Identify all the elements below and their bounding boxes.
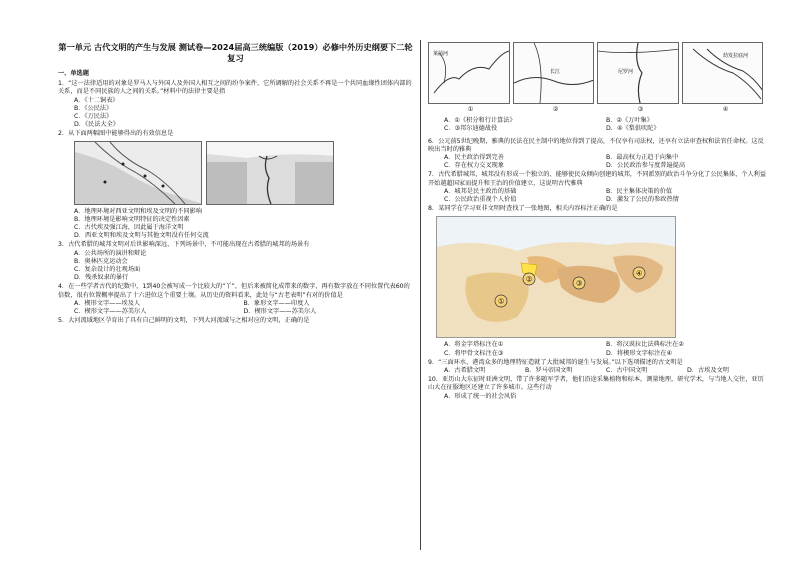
exam-title: 第一单元 古代文明的产生与发展 测试卷—2024届高三统编版（2019）必修中外历史纲要下二轮复习 — [58, 42, 413, 63]
option-c[interactable]: C．古中国文明 — [606, 367, 648, 375]
question-6 — [428, 138, 768, 171]
option-c[interactable]: C．将甲骨文标注在③ — [444, 349, 504, 357]
option-a[interactable]: A．①《积分和行计算法》 — [444, 117, 516, 125]
option-c[interactable]: C．③邦尔迪德战役 — [444, 125, 498, 133]
option-d[interactable]: D．《民法大全》 — [74, 121, 119, 129]
question-9 — [428, 359, 768, 375]
map-number: ② — [552, 106, 559, 113]
question-10 — [428, 376, 768, 401]
option-a[interactable]: A．楔形文字——埃及人 — [74, 299, 141, 307]
option-a[interactable]: A．《十二铜表》 — [74, 96, 119, 104]
map-number-row — [428, 106, 768, 114]
options-row — [74, 300, 413, 308]
map-marker: ② — [526, 275, 533, 284]
option-b[interactable]: B．民主集体决策的价值 — [606, 187, 673, 195]
option-b[interactable]: B．将汉谟拉比法典标注在② — [606, 341, 684, 349]
option-b[interactable]: B．罗马帝国文明 — [525, 367, 573, 375]
option-a[interactable]: A．将金字塔标注在① — [444, 341, 504, 349]
option-c[interactable]: C．公民政治重视个人价值 — [444, 196, 517, 204]
column-divider — [420, 40, 421, 550]
river-maps-figure — [428, 42, 763, 104]
section-heading: 一、单选题 — [58, 70, 89, 77]
option-b[interactable]: B．最高权力正趋于向集中 — [606, 154, 679, 162]
option-a[interactable]: A．古希腊文明 — [444, 367, 486, 375]
options-row — [444, 196, 768, 204]
map-marker: ④ — [636, 269, 643, 278]
options-row — [444, 341, 768, 349]
option-c[interactable]: C．古代埃及强江海，因此属于海洋文明 — [74, 224, 184, 232]
option-d[interactable]: D．残杀奴隶的暴行 — [74, 274, 129, 282]
option-b[interactable]: B．奥林匹克运动会 — [74, 257, 128, 265]
map-number: ④ — [722, 106, 729, 113]
option-b[interactable]: B．②《万叶集》 — [606, 117, 653, 125]
question-3 — [58, 241, 413, 282]
egypt-nile-map-figure — [206, 141, 334, 205]
question-stem: 9．“三面环水，港湾众多的地理特征造就了大批城邦的诞生与发展。”以下选项描述的古文明是 — [428, 358, 683, 366]
option-a[interactable]: A．城邦是民主政治的基础 — [444, 187, 517, 195]
options-row — [444, 154, 768, 162]
option-c[interactable]: C．复杂设计的壮观场面 — [74, 266, 141, 274]
question-stem: 4．在一些学者古代的纪数中，1到40会被写成一个比较大的“丫”，但后来被简化成带来的数字，再有数字放在不同位置代表60的倍数，很有位置概率提出了十六进位这个重要土壤。从历史的资料看来，此处与“古老表明”有对的价值是 — [58, 283, 410, 299]
question-5 — [58, 317, 413, 325]
options-row — [444, 162, 768, 170]
option-b[interactable]: B．地理环境是影响文明特征的决定性因素 — [74, 215, 190, 223]
option-a[interactable]: A．地理环境对西亚文明和埃及文明的不同影响 — [74, 207, 202, 215]
question-stem: 7．古代希腊城邦，城邦没有形成一个独立的、能够使民众倾向创建的城邦，不同派别的政治斗争分化了公民集体，个人利益开始越超国家而提升和王治的价值建立，这说明古代雅典 — [428, 171, 767, 187]
option-c[interactable]: C．存在权力交叉现象 — [444, 162, 505, 170]
left-column — [58, 40, 413, 326]
question-stem: 5．大河流域地区孕育出了具有自己鲜明的文明，下列大河流域与之相对应的文明，正确的是 — [58, 317, 310, 325]
option-a[interactable]: A．形成了统一的社会风俗 — [444, 392, 517, 400]
question-stem: 3．古代希腊的城邦文明对后世影响深远，下列场景中，不可能出现在古希腊的城邦的场景有 — [58, 241, 310, 249]
options-row — [444, 350, 768, 358]
options-row — [444, 367, 768, 375]
river-map-4 — [682, 42, 764, 104]
question-stem: 10．亚历山大东征时亚洲文明，带了许多随军学者，他们沿途采集植物和标本，测量地理，研究学术，与当地人交往，亚历山大在征服地区还建立了许多城市。这些行动 — [428, 376, 764, 392]
right-column — [428, 40, 768, 402]
map-number: ① — [467, 106, 474, 113]
map-label-river: 幼发拉底河 — [722, 53, 748, 59]
option-b[interactable]: B．象形文字——印度人 — [243, 299, 310, 307]
question-2-figures — [74, 141, 334, 205]
option-d[interactable]: D．激发了公民的参政热情 — [606, 196, 679, 204]
option-c[interactable]: C．《万民法》 — [74, 113, 113, 121]
question-stem: 1．“这一法律适用的对象是罗马人与外国人及外国人相互之间的纷争案件，它所调解的社会关系不再是一个共同血缘性团体内部的关系，而是不同民族的人之间的关系。”材料中的法律主要是指 — [58, 80, 412, 96]
river-map-3 — [597, 42, 679, 104]
option-b[interactable]: B．《公民法》 — [74, 104, 113, 112]
world-map-figure — [436, 216, 676, 338]
option-c[interactable]: C．楔形文字——苏美尔人 — [74, 308, 147, 316]
river-map-2 — [513, 42, 595, 104]
option-d[interactable]: D．古埃及文明 — [687, 367, 729, 375]
option-d[interactable]: D．将楔形文字标注在④ — [606, 349, 672, 357]
map-number: ③ — [637, 106, 644, 113]
river-map-1 — [428, 42, 510, 104]
map-marker: ③ — [576, 279, 583, 288]
question-4 — [58, 283, 413, 316]
question-8 — [428, 205, 768, 358]
map-label-river: 尼罗河 — [618, 69, 634, 75]
options-row — [74, 308, 413, 316]
options-row — [444, 125, 768, 133]
option-a[interactable]: A．民主政治得到完善 — [444, 154, 504, 162]
question-7 — [428, 171, 768, 204]
map-label-river: 长江 — [549, 69, 560, 75]
question-1 — [58, 80, 413, 129]
option-d[interactable]: D．④《梨俱吠陀》 — [606, 125, 660, 133]
option-d[interactable]: D．西亚文明和埃及文明与其他文明没有任何交流 — [74, 232, 209, 240]
option-d[interactable]: D．楔形文字——苏美尔人 — [243, 308, 317, 316]
question-stem: 6．公元前5世纪晚期，雅典的民法在民主制中的地位得到了提高，不仅享有司法权，还享有立法审查权和法官任命权。这反映出当时的雅典 — [428, 137, 764, 153]
option-a[interactable]: A．公共场所的演讲和辩论 — [74, 249, 147, 257]
option-d[interactable]: D．公民政治参与度普遍提高 — [606, 162, 686, 170]
map-label-river: 莱茵河 — [433, 51, 449, 57]
options-row — [444, 188, 768, 196]
map-marker: ① — [498, 297, 505, 306]
question-2 — [58, 130, 413, 240]
question-stem: 2．从下面两幅图中能够得出的有效信息是 — [58, 130, 174, 138]
mesopotamia-map-figure — [74, 141, 202, 205]
question-stem: 8．某同学在学习亚非文明时查找了一张地图，相关内容标注正确的是 — [428, 205, 618, 213]
